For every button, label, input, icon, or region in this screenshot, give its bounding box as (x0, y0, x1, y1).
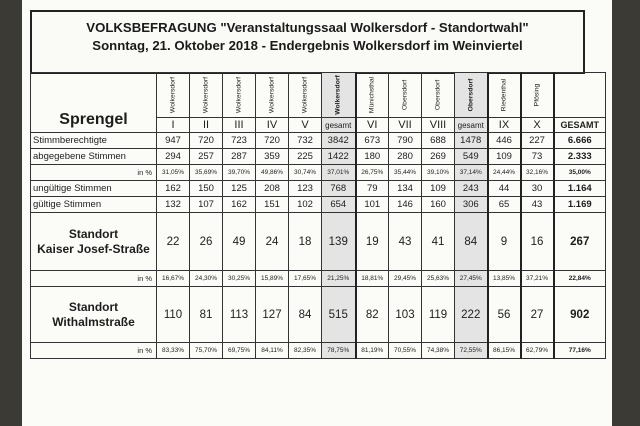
cell-value: 30,25% (223, 271, 256, 287)
cell-value: 160 (422, 197, 455, 213)
cell-value: 732 (289, 133, 322, 149)
cell-value: 287 (223, 149, 256, 165)
cell-value: 180 (356, 149, 389, 165)
cell-value: 16,67% (157, 271, 190, 287)
cell-value: 69,75% (223, 343, 256, 359)
cell-value: 17,65% (289, 271, 322, 287)
column-name-cell (223, 73, 256, 118)
gesamt-header: GESAMT (554, 118, 606, 133)
column-name-cell (422, 73, 455, 118)
cell-value: 688 (422, 133, 455, 149)
column-number: II (190, 118, 223, 133)
cell-value: 227 (521, 133, 554, 149)
cell-value: 26,75% (356, 165, 389, 181)
table-row-abgegebene_pct (31, 165, 606, 181)
table-row-gueltig (31, 197, 606, 213)
cell-value: 43 (389, 213, 422, 271)
row-label-line-1: Standort (68, 299, 119, 314)
cell-value: 18 (289, 213, 322, 271)
cell-value: 101 (356, 197, 389, 213)
column-number: III (223, 118, 256, 133)
cell-value: 74,38% (422, 343, 455, 359)
cell-value: 78,75% (322, 343, 356, 359)
cell-value: 73 (521, 149, 554, 165)
cell-value: 654 (322, 197, 356, 213)
total-value: 902 (554, 287, 606, 343)
cell-value: 151 (256, 197, 289, 213)
column-number: V (289, 118, 322, 133)
row-label: in % (31, 271, 157, 287)
cell-value: 549 (455, 149, 488, 165)
cell-value: 49,86% (256, 165, 289, 181)
cell-value: 132 (157, 197, 190, 213)
cell-value: 25,63% (422, 271, 455, 287)
cell-value: 107 (190, 197, 223, 213)
cell-value: 31,05% (157, 165, 190, 181)
cell-value: 29,45% (389, 271, 422, 287)
results-table (30, 72, 606, 359)
row-label: in % (31, 165, 157, 181)
title-line-2: Sonntag, 21. Oktober 2018 - Endergebnis Wolkersdorf im Weinviertel (92, 38, 523, 53)
cell-value: 41 (422, 213, 455, 271)
cell-value: 13,85% (488, 271, 521, 287)
total-value: 1.169 (554, 197, 606, 213)
cell-value: 134 (389, 181, 422, 197)
cell-value: 30 (521, 181, 554, 197)
cell-value: 84 (455, 213, 488, 271)
table-row-abgegebene (31, 149, 606, 165)
sprengel-header: Sprengel (31, 73, 157, 133)
row-label (31, 287, 157, 343)
cell-value: 81 (190, 287, 223, 343)
cell-value: 146 (389, 197, 422, 213)
column-name: Wolkersdorf (169, 76, 177, 114)
column-name: Obersdorf (434, 79, 442, 111)
cell-value: 27,45% (455, 271, 488, 287)
column-number: gesamt (322, 118, 356, 133)
cell-value: 24,44% (488, 165, 521, 181)
column-number: IX (488, 118, 521, 133)
cell-value: 109 (422, 181, 455, 197)
cell-value: 127 (256, 287, 289, 343)
column-number: VI (356, 118, 389, 133)
column-number: VIII (422, 118, 455, 133)
column-name-cell (289, 73, 322, 118)
cell-value: 79 (356, 181, 389, 197)
cell-value: 673 (356, 133, 389, 149)
cell-value: 44 (488, 181, 521, 197)
cell-value: 110 (157, 287, 190, 343)
table-row-kaiser (31, 213, 606, 271)
cell-value: 790 (389, 133, 422, 149)
row-label: ungültige Stimmen (31, 181, 157, 197)
header-row-names (31, 73, 606, 118)
row-label: Stimmberechtigte (31, 133, 157, 149)
cell-value: 81,19% (356, 343, 389, 359)
column-name: Wolkersdorf (334, 75, 342, 115)
cell-value: 21,25% (322, 271, 356, 287)
table-row-stimmberechtigte (31, 133, 606, 149)
cell-value: 26 (190, 213, 223, 271)
cell-value: 32,16% (521, 165, 554, 181)
total-value: 22,84% (554, 271, 606, 287)
column-name: Münichsthal (368, 76, 376, 114)
row-label: abgegebene Stimmen (31, 149, 157, 165)
cell-value: 62,79% (521, 343, 554, 359)
row-label-line-1: Standort (68, 226, 119, 241)
cell-value: 43 (521, 197, 554, 213)
cell-value: 103 (389, 287, 422, 343)
cell-value: 24 (256, 213, 289, 271)
cell-value: 83,33% (157, 343, 190, 359)
cell-value: 22 (157, 213, 190, 271)
column-number: X (521, 118, 554, 133)
title-line-1: VOLKSBEFRAGUNG "Veranstaltungssaal Wolkersdorf - Standortwahl" (86, 20, 529, 35)
column-number: gesamt (455, 118, 488, 133)
cell-value: 947 (157, 133, 190, 149)
row-label: gültige Stimmen (31, 197, 157, 213)
cell-value: 257 (190, 149, 223, 165)
cell-value: 113 (223, 287, 256, 343)
total-value: 35,00% (554, 165, 606, 181)
cell-value: 65 (488, 197, 521, 213)
column-name-cell (455, 73, 488, 118)
cell-value: 37,21% (521, 271, 554, 287)
cell-value: 3842 (322, 133, 356, 149)
column-name: Wolkersdorf (235, 76, 243, 114)
column-name: Wolkersdorf (202, 76, 210, 114)
cell-value: 27 (521, 287, 554, 343)
cell-value: 16 (521, 213, 554, 271)
cell-value: 39,10% (422, 165, 455, 181)
cell-value: 37,01% (322, 165, 356, 181)
table-row-kaiser_pct (31, 271, 606, 287)
column-name: Pfösing (533, 83, 541, 107)
cell-value: 243 (455, 181, 488, 197)
cell-value: 720 (256, 133, 289, 149)
cell-value: 75,70% (190, 343, 223, 359)
row-label: in % (31, 343, 157, 359)
table-row-ungueltig (31, 181, 606, 197)
cell-value: 208 (256, 181, 289, 197)
column-name-cell (356, 73, 389, 118)
column-name-cell (322, 73, 356, 118)
cell-value: 280 (389, 149, 422, 165)
cell-value: 359 (256, 149, 289, 165)
row-label-line-2: Kaiser Josef-Straße (37, 241, 150, 256)
cell-value: 119 (422, 287, 455, 343)
cell-value: 446 (488, 133, 521, 149)
cell-value: 768 (322, 181, 356, 197)
cell-value: 30,74% (289, 165, 322, 181)
cell-value: 84 (289, 287, 322, 343)
cell-value: 18,81% (356, 271, 389, 287)
cell-value: 82,35% (289, 343, 322, 359)
column-number: IV (256, 118, 289, 133)
cell-value: 37,14% (455, 165, 488, 181)
column-number: VII (389, 118, 422, 133)
cell-value: 102 (289, 197, 322, 213)
column-number: I (157, 118, 190, 133)
cell-value: 56 (488, 287, 521, 343)
cell-value: 72,55% (455, 343, 488, 359)
cell-value: 123 (289, 181, 322, 197)
cell-value: 15,89% (256, 271, 289, 287)
cell-value: 294 (157, 149, 190, 165)
total-value: 267 (554, 213, 606, 271)
cell-value: 35,69% (190, 165, 223, 181)
cell-value: 1422 (322, 149, 356, 165)
column-name: Obersdorf (467, 78, 475, 112)
cell-value: 1478 (455, 133, 488, 149)
cell-value: 84,11% (256, 343, 289, 359)
total-value: 1.164 (554, 181, 606, 197)
column-name-cell (488, 73, 521, 118)
total-value: 77,16% (554, 343, 606, 359)
document-title-box (30, 10, 585, 74)
cell-value: 9 (488, 213, 521, 271)
cell-value: 723 (223, 133, 256, 149)
cell-value: 150 (190, 181, 223, 197)
column-name: Obersdorf (401, 79, 409, 111)
column-name: Wolkersdorf (268, 76, 276, 114)
table-row-withalm (31, 287, 606, 343)
total-value: 2.333 (554, 149, 606, 165)
cell-value: 49 (223, 213, 256, 271)
total-value: 6.666 (554, 133, 606, 149)
cell-value: 35,44% (389, 165, 422, 181)
cell-value: 515 (322, 287, 356, 343)
row-label-line-2: Withalmstraße (52, 314, 135, 329)
cell-value: 70,55% (389, 343, 422, 359)
column-name-cell (256, 73, 289, 118)
column-name-cell (190, 73, 223, 118)
row-label (31, 213, 157, 271)
cell-value: 720 (190, 133, 223, 149)
cell-value: 162 (157, 181, 190, 197)
column-name-cell (157, 73, 190, 118)
cell-value: 222 (455, 287, 488, 343)
cell-value: 39,70% (223, 165, 256, 181)
cell-value: 269 (422, 149, 455, 165)
cell-value: 125 (223, 181, 256, 197)
cell-value: 306 (455, 197, 488, 213)
cell-value: 19 (356, 213, 389, 271)
column-name-cell (521, 73, 554, 118)
cell-value: 225 (289, 149, 322, 165)
column-name-cell (389, 73, 422, 118)
cell-value: 109 (488, 149, 521, 165)
cell-value: 82 (356, 287, 389, 343)
table-row-withalm_pct (31, 343, 606, 359)
cell-value: 86,15% (488, 343, 521, 359)
total-header-blank (554, 73, 606, 118)
cell-value: 162 (223, 197, 256, 213)
column-name: Riedenthal (500, 78, 508, 112)
column-name: Wolkersdorf (301, 76, 309, 114)
cell-value: 139 (322, 213, 356, 271)
cell-value: 24,30% (190, 271, 223, 287)
